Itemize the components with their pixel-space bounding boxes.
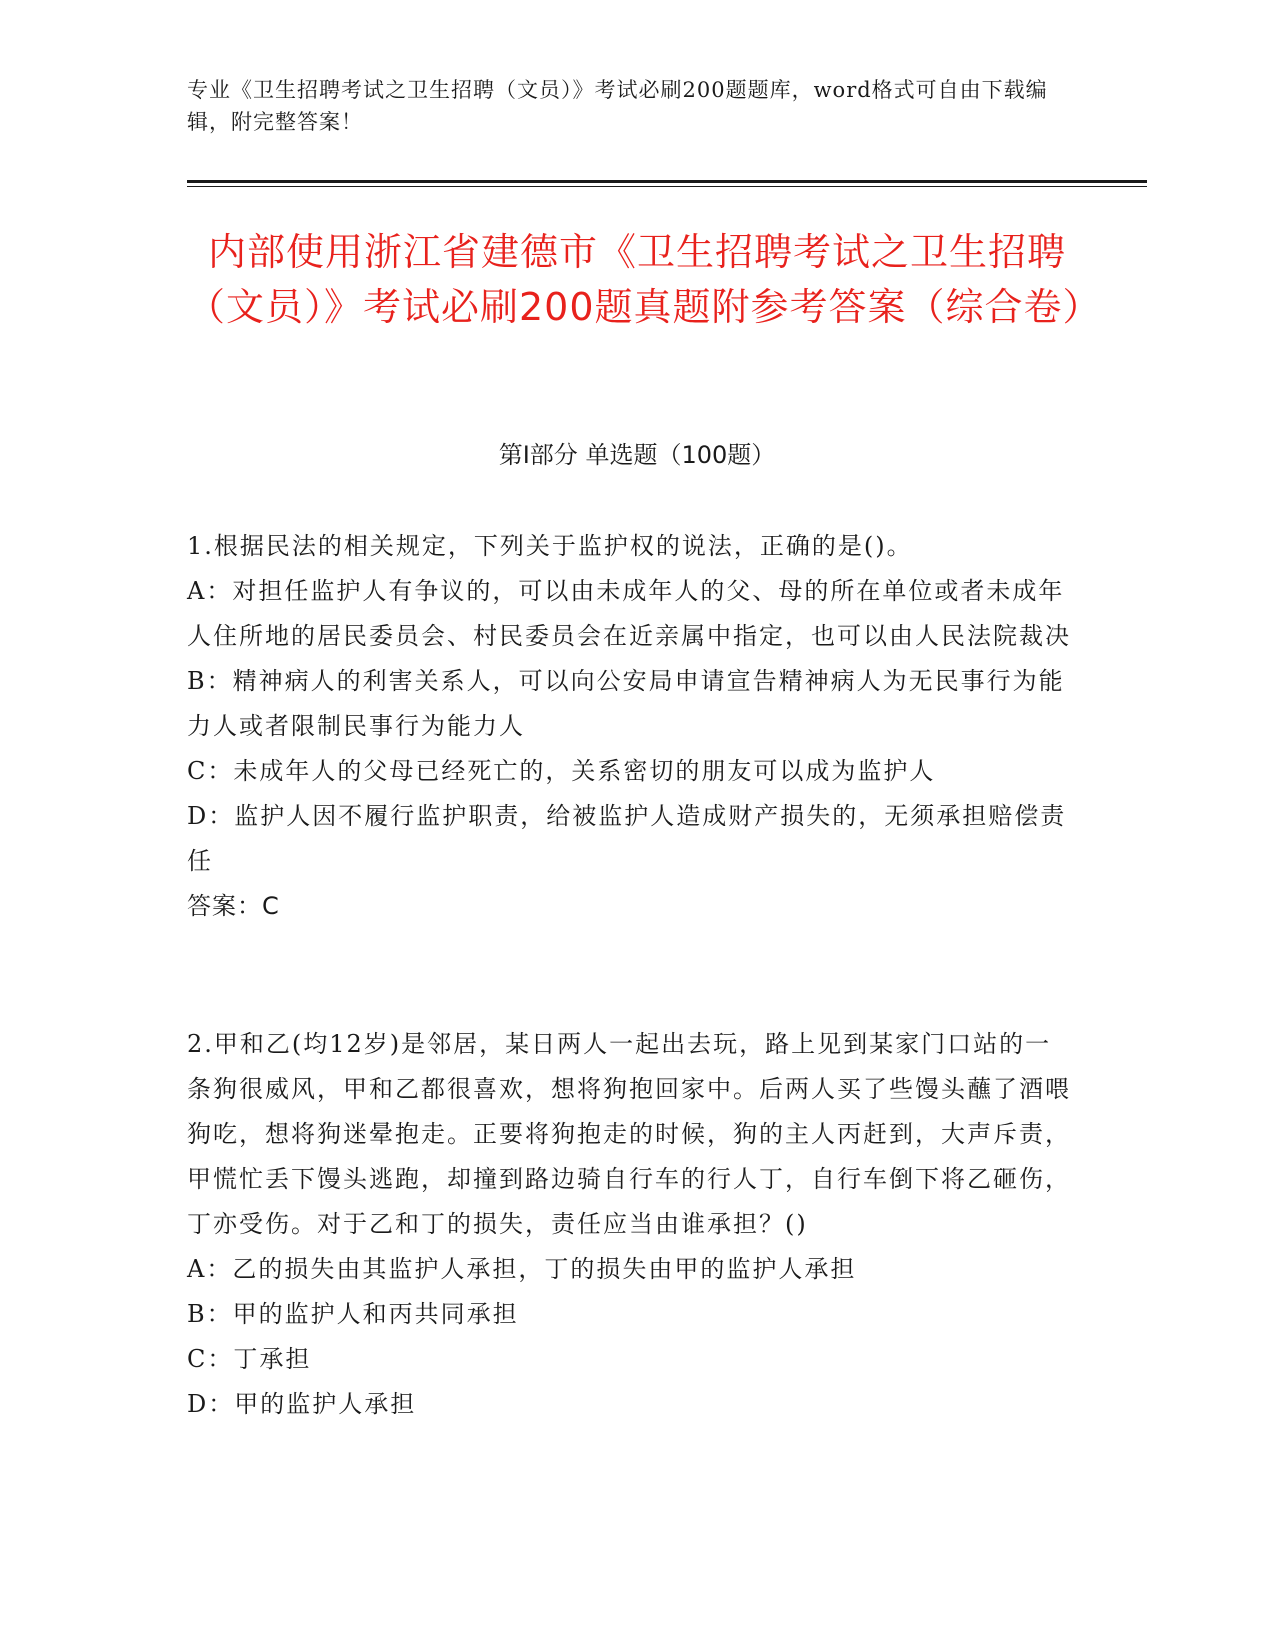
question-2 [187, 1022, 1077, 1427]
header-divider-thick [187, 180, 1147, 183]
question-2-stem: 2.甲和乙(均12岁)是邻居，某日两人一起出去玩，路上见到某家门口站的一条狗很威风，甲和乙都很喜欢，想将狗抱回家中。后两人买了些馒头蘸了酒喂狗吃，想将狗迷晕抱走。正要将狗抱走的时候，狗的主人丙赶到，大声斥责，甲慌忙丢下馒头逃跑，却撞到路边骑自行车的行人丁，自行车倒下将乙砸伤，丁亦受伤。对于乙和丁的损失，责任应当由谁承担？() [187, 1030, 1071, 1238]
question-1-answer: 答案：C [187, 892, 280, 920]
question-1-stem: 1.根据民法的相关规定，下列关于监护权的说法，正确的是()。 [187, 532, 913, 560]
question-2-option-c: C：丁承担 [187, 1345, 312, 1373]
question-1-option-a: A：对担任监护人有争议的，可以由未成年人的父、母的所在单位或者未成年人住所地的居民委员会、村民委员会在近亲属中指定，也可以由人民法院裁决 [187, 577, 1071, 650]
question-1-option-d: D：监护人因不履行监护职责，给被监护人造成财产损失的，无须承担赔偿责任 [187, 802, 1067, 875]
section-heading: 第Ⅰ部分 单选题（100题） [498, 441, 776, 469]
question-2-option-a: A：乙的损失由其监护人承担，丁的损失由甲的监护人承担 [187, 1255, 857, 1283]
header-note: 专业《卫生招聘考试之卫生招聘（文员）》考试必刷200题题库，word格式可自由下载编辑，附完整答案！ [187, 78, 1048, 134]
header-divider-thin [187, 186, 1147, 187]
question-2-option-d: D：甲的监护人承担 [187, 1390, 417, 1418]
question-1-option-c: C：未成年人的父母已经死亡的，关系密切的朋友可以成为监护人 [187, 757, 936, 785]
question-1 [187, 524, 1077, 929]
document-title: 内部使用浙江省建德市《卫生招聘考试之卫生招聘（文员）》考试必刷200题真题附参考答案（综合卷） [187, 230, 1102, 329]
question-1-option-b: B：精神病人的利害关系人，可以向公安局申请宣告精神病人为无民事行为能力人或者限制民事行为能力人 [187, 667, 1065, 740]
question-2-option-b: B：甲的监护人和丙共同承担 [187, 1300, 519, 1328]
